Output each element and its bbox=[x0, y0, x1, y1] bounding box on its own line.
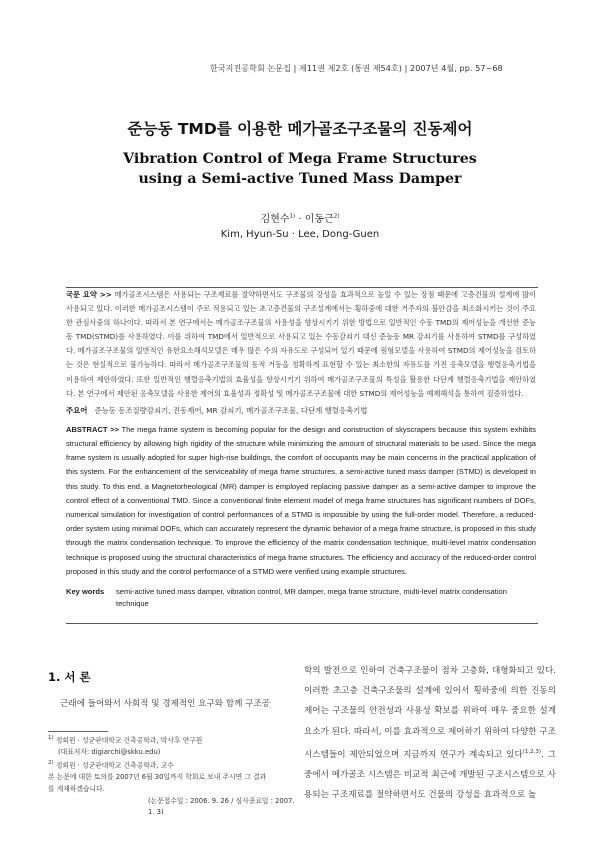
english-keywords-text: semi-active tuned mass damper, vibration control, MR damper, mega frame structure, multi-level matrix condensation technique bbox=[116, 586, 507, 608]
footnote-2-mark: 2) bbox=[48, 760, 54, 767]
intro-right-text-b: . 그 중에서 메가골조 시스템은 비교적 최근에 개발된 구조시스템으로 사용되는 구조재료를 절약하면서도 건물의 강성을 효과적으로 높 bbox=[304, 749, 556, 801]
citation-sup: (1,2,3) bbox=[522, 748, 542, 755]
intro-right-paragraph bbox=[304, 661, 556, 805]
author2-name: 이동근 bbox=[304, 214, 334, 225]
author-separator: · bbox=[295, 214, 305, 225]
footnote-2-line1: 정회원 · 성균관대학교 건축공학과, 교수 bbox=[55, 761, 174, 770]
english-keywords bbox=[66, 586, 536, 610]
author1-name: 김현수 bbox=[260, 214, 290, 225]
english-abstract bbox=[66, 423, 536, 579]
section-title-introduction: 1. 서 론 bbox=[48, 670, 91, 684]
submission-dates: (논문접수일 : 2006. 9. 26 / 심사종료일 : 2007. 1. 3) bbox=[148, 796, 295, 817]
korean-keywords-label: 주요어 bbox=[66, 405, 88, 415]
author2-sup: 2) bbox=[333, 213, 340, 220]
footnote-1-mark: 1) bbox=[48, 735, 54, 741]
korean-abstract-text: 메가골조시스템은 사용되는 구조재료를 절약하면서도 구조물의 강성을 효과적으로 높일 수 있는 장점 때문에 고층건물의 설계에 많이 사용되고 있다. 이러한 메가골조시스템이 주로 적용되고 있는 초고층건물의 구조설계에서는 횡하중에 대한 거주자의 불안감을 최소화시키는 것이 주요한 관심사중의 하나이다. 따라서 본 연구에서는 메가골조구조물의 사용성을 향상시키기 위한 방법으로 일반적인 수동 TMD의 제어성능을 개선한 준능동 TMD(STMD)를 사용하였다. 이를 위하여 TMD에서 일반적으로 사용되고 있는 수동감쇠기 대신 준능동 MR 감쇠기를 사용하여 STMD를 구성하였다. 메가골조구조물의 일반적인 유한요소해석모델은 매우 많은 수의 자유도로 구성되어 있기 때문에 원형모델을 사용하여 STMD의 제어성능을 검토하는 것은 현실적으로 불가능하다. 따라서 메가골조구조물의 동적 거동을 정확하게 표현할 수 있는 최소한의 자유도를 가진 응축모델을 행렬응축기법을 이용하여 제안하였다. 또한 일반적인 행렬응축기법의 효율성을 향상시키기 위하여 메가골조구조물의 특성을 활용한 다단계 행렬응축기법을 제안하였다. 본 연구에서 제안된 응축모델을 사용한 제어의 효율성과 정확성 및 메가골조구조물에 대한 STMD의 제어성능을 예제해석을 통하여 검증하였다. bbox=[66, 290, 536, 398]
english-abstract-text: The mega frame system is becoming popular for the design and construction of skyscrapers because this system exhibits structural efficiency by allowing high rigidity of the structure while minimizing the amount of structural materials to be used. Since the mega frame system is usually adopted for super high-rise buildings, the comfort of occupants may be main concerns in the practical application of this system. For the enhancement of the serviceability of mega frame structures, a semi-active tuned mass damper (STMD) is developed in this study. To this end, a Magnetorheological (MR) damper is employed replacing passive damper as a semi-active damper to improve the control effect of a conventional TMD. Since a conventional finite element model of mega frame structures has significant numbers of DOFs, numerical simulation for investigation of control performances of a STMD is impossible by using the full-order model. Therefore, a reduced-order system using minimal DOFs, which can accurately represent the dynamic behavior of a mega frame structure, is proposed in this study through the matrix condensation technique. To improve the efficiency of the matrix condensation technique, multi-level matrix condensation technique is proposed using the structural characteristics of mega frame structures. The efficiency and accuracy of the reduced-order control proposed in this study and the control performance of a STMD were verified using example structures. bbox=[66, 424, 536, 576]
english-keywords-label: Key words bbox=[66, 586, 105, 596]
title-english-line1: Vibration Control of Mega Frame Structures bbox=[123, 151, 477, 167]
journal-header: 한국지진공학회 논문집 | 제11권 제2호 (통권 제54호) | 2007년 4월, pp. 57~68 bbox=[210, 64, 503, 73]
footnote-2 bbox=[48, 758, 298, 772]
title-korean: 준능동 TMD를 이용한 메가골조구조물의 진동제어 bbox=[127, 120, 473, 138]
intro-left-text: 근래에 들어와서 사회적 및 경제적인 요구와 함께 구조공 bbox=[60, 699, 271, 709]
intro-right-column bbox=[304, 661, 556, 805]
korean-abstract-label: 국문 요약 >> bbox=[66, 290, 112, 299]
footnote-1-line1: 정회원 · 성균관대학교 건축공학과, 박사후 연구원 bbox=[55, 736, 203, 745]
intro-right-text-a: 학의 발전으로 인하여 건축구조물이 점차 고층화, 대형화되고 있다. 이러한 초고층 건축구조물의 설계에 있어서 횡하중에 의한 진동의 제어는 구조물의 안전성과 사용성 확보를 위하여 매우 중요한 설계요소가 된다. 따라서, 이를 효과적으로 제어하기 위하여 다양한 구조시스템들이 제안되었으며 지금까지 연구가 계속되고 있다 bbox=[304, 666, 556, 760]
footnotes bbox=[48, 730, 298, 819]
abstract-section bbox=[66, 288, 536, 610]
authors-korean bbox=[0, 210, 600, 225]
abstract-bottom-rule bbox=[66, 623, 538, 624]
korean-keywords-text: 준능동 동조질량감쇠기, 진동제어, MR 감쇠기, 메가골조구조물, 다단계 행렬응축기법 bbox=[94, 405, 368, 415]
title-english-line2: using a Semi-active Tuned Mass Damper bbox=[138, 171, 462, 187]
authors-english: Kim, Hyun-Su · Lee, Dong-Guen bbox=[220, 229, 380, 240]
english-abstract-label: ABSTRACT >> bbox=[66, 424, 119, 434]
author1-sup: 1) bbox=[289, 213, 296, 220]
footnote-1 bbox=[48, 733, 298, 747]
footnote-1-line2: (대표저자: digiarchi@skku.edu) bbox=[58, 747, 161, 756]
korean-keywords bbox=[66, 405, 536, 416]
korean-abstract bbox=[66, 288, 536, 401]
discussion-note-line1: 본 논문에 대한 토의를 2007년 6월 30일까지 학회로 보내 주시면 그 결과 bbox=[48, 773, 267, 782]
discussion-note-line2: 를 게재하겠습니다. bbox=[48, 784, 105, 793]
